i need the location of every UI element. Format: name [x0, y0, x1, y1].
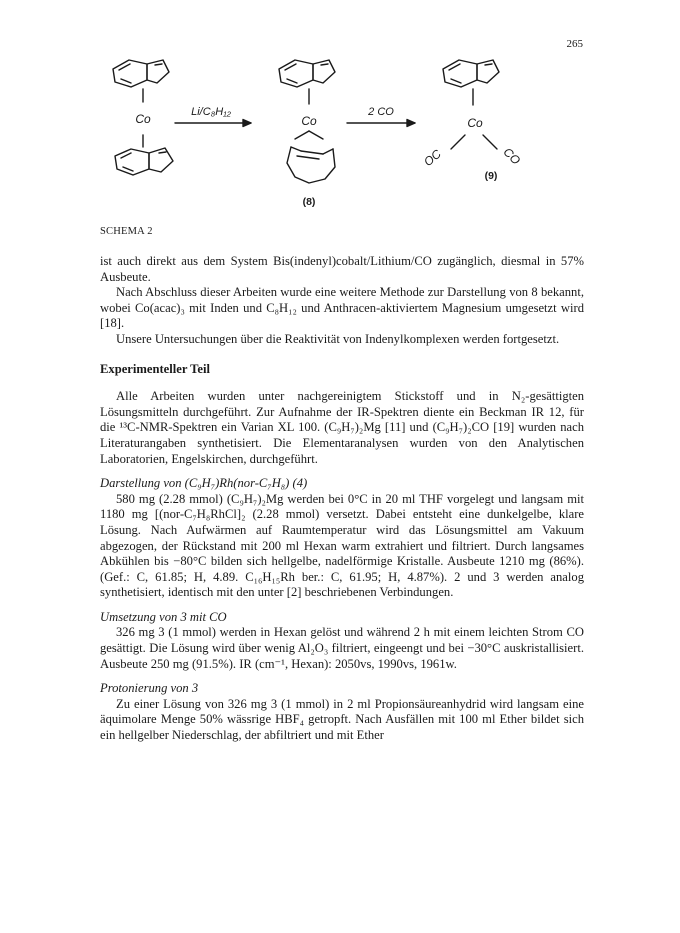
paragraph-method: Nach Abschluss dieser Arbeiten wurde eine weitere Methode zur Darstellung von 8 bekannt, wobei Co(acac)₃ mit Inden und C₈H₁₂ und Anthracen-aktiviertem Magnesium umgesetzt wird [18]. [100, 285, 584, 331]
bond-co-oc [451, 135, 465, 149]
indenyl-ligand-right [443, 60, 499, 87]
reaction-arrow-1 [175, 120, 251, 127]
cobalt-label-left: Co [135, 112, 151, 126]
indenyl-ligand-top-left [113, 60, 169, 87]
subheading-co-reaction: Umsetzung von 3 mit CO [100, 609, 227, 624]
page-number: 265 [566, 38, 583, 50]
indenyl-ligand-mid [279, 60, 335, 87]
cobalt-label-mid: Co [301, 114, 317, 128]
indenyl-ligand-bottom-left [115, 148, 173, 175]
paragraph-yield: ist auch direkt aus dem System Bis(indenyl)cobalt/Lithium/CO zugänglich, diesmal in 57% Ausbeute. [100, 254, 584, 284]
paragraph-co-reaction: 326 mg 3 (1 mmol) werden in Hexan gelöst und während 2 h mit einem leichten Strom CO gesättigt. Die Lösung wird über wenig Al₂O₃ filtriert, eingeengt und bei −30°C auskristallisiert. Ausbeute 250 mg (91.5%). IR (cm⁻¹, Hexan): 2050vs, 1990vs, 1961w. [100, 625, 584, 671]
reaction-scheme-drawing [95, 55, 585, 215]
cyclooctadiene-ligand [287, 131, 335, 183]
body-text [100, 254, 584, 744]
bond-co-co [483, 135, 497, 149]
carbonyl-label-co: CO [500, 144, 524, 168]
section-heading-experimental: Experimenteller Teil [100, 361, 210, 376]
subheading-protonation: Protonierung von 3 [100, 681, 199, 696]
paragraph-protonation: Zu einer Lösung von 326 mg 3 (1 mmol) in 2 ml Propionsäureanhydrid wird langsam eine äquimolare Menge 50% wässrige HBF₄ getropft. Nach Ausfällen mit 100 ml Ether bildet sich ein hellgelber Niederschlag, der abfiltriert und mit Ether [100, 696, 584, 743]
reagent-label-1: Li/C₈H₁₂ [191, 106, 231, 118]
carbonyl-label-oc: OC [421, 146, 444, 170]
compound-label-8: (8) [302, 196, 316, 208]
reaction-scheme [95, 55, 585, 215]
paragraph-outlook: Unsere Untersuchungen über die Reaktivität von Indenylkomplexen werden fortgesetzt. [116, 331, 560, 346]
paragraph-synthesis: 580 mg (2.28 mmol) (C₉H₇)₂Mg werden bei 0°C in 20 ml THF vorgelegt und langsam mit 1180 mg [(nor-C₇H₈RhCl]₂ (2.28 mmol) versetzt. Dabei entsteht eine dunkelgelbe, klare Lösung. Nach Aufwärmen auf Raumtemperatur wird das Lösungsmittel am Vakuum abgezogen, der Rückstand mit 200 ml Hexan warm extrahiert und filtriert. Durch langsames Abkühlen bis −80°C bilden sich hellgelbe, nadelförmige Kristalle. Ausbeute 1210 mg (86%). (Gef.: C, 61.85; H, 4.89. C₁₆H₁₅Rh ber.: C, 61.95; H, 4.87%). 2 und 3 werden analog synthetisiert, identisch mit den unter [2] beschriebenen Verbindungen. [100, 491, 584, 600]
subheading-synthesis: Darstellung von (C₉H₇)Rh(nor-C₇H₈) (4) [100, 476, 308, 491]
paragraph-general: Alle Arbeiten wurden unter nachgereinigtem Stickstoff und in N₂-gesättigten Lösungsmitteln durchgeführt. Zur Aufnahme der IR-Spektren diente ein Beckman IR 12, für die ¹³C-NMR-Spektren ein Varian XL 100. (C₉H₇)₂Mg [11] und (C₉H₇)₂CO [19] wurden nach Literaturangaben synthetisiert. Die Elementaranalysen wurden von den Analytischen Laboratorien, Engelskirchen, durchgeführt. [100, 389, 584, 466]
scheme-caption: SCHEMA 2 [100, 226, 153, 237]
cobalt-label-right: Co [467, 116, 483, 130]
compound-label-9: (9) [484, 170, 498, 182]
reaction-arrow-2 [347, 120, 415, 127]
reagent-label-2: 2 CO [368, 106, 394, 118]
